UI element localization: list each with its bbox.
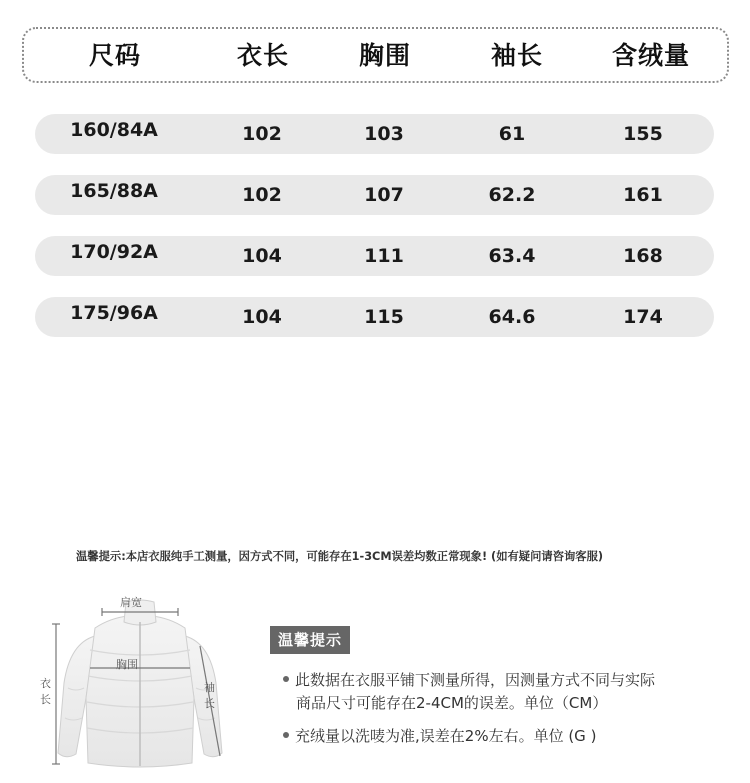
tip-text-continued: 商品尺寸可能存在2-4CM的误差。单位（CM） xyxy=(296,694,608,712)
table-cell-sleeve: 61 xyxy=(498,123,526,145)
header-size: 尺码 xyxy=(88,41,142,70)
table-header xyxy=(22,27,729,83)
length-label: 衣长 xyxy=(40,677,51,706)
jacket-measurement-diagram xyxy=(40,588,240,773)
table-cell-length: 102 xyxy=(242,123,282,145)
table-cell-chest: 115 xyxy=(364,306,404,328)
tip-item-measurement xyxy=(283,669,655,690)
chest-label: 胸围 xyxy=(116,658,138,671)
header-sleeve: 袖长 xyxy=(490,41,544,70)
table-cell-chest: 107 xyxy=(364,184,404,206)
header-down-content: 含绒量 xyxy=(611,41,691,70)
header-chest: 胸围 xyxy=(358,41,412,70)
tips-title-badge: 温馨提示 xyxy=(270,626,350,654)
table-cell-sleeve: 64.6 xyxy=(488,306,536,328)
table-cell-size: 175/96A xyxy=(70,302,158,324)
table-cell-sleeve: 63.4 xyxy=(488,245,536,267)
table-cell-down: 161 xyxy=(623,184,663,206)
table-cell-down: 174 xyxy=(623,306,663,328)
shoulder-width-label: 肩宽 xyxy=(120,596,142,609)
bullet-icon xyxy=(283,676,289,682)
table-row xyxy=(35,297,714,337)
table-cell-length: 104 xyxy=(242,245,282,267)
tip-text: 此数据在衣服平铺下测量所得，因测量方式不同与实际 xyxy=(295,671,656,689)
header-length: 衣长 xyxy=(236,41,290,70)
table-cell-chest: 103 xyxy=(364,123,404,145)
table-cell-size: 170/92A xyxy=(70,241,158,263)
table-cell-length: 102 xyxy=(242,184,282,206)
bullet-icon xyxy=(283,732,289,738)
tip-item-down-fill xyxy=(283,725,596,746)
measurement-notice: 温馨提示:本店衣服纯手工测量，因方式不同，可能存在1-3CM误差均数正常现象! (如有疑问请咨询客服) xyxy=(76,550,604,563)
table-cell-size: 165/88A xyxy=(70,180,158,202)
table-row xyxy=(35,236,714,276)
table-cell-length: 104 xyxy=(242,306,282,328)
table-cell-down: 168 xyxy=(623,245,663,267)
table-cell-down: 155 xyxy=(623,123,663,145)
table-cell-chest: 111 xyxy=(364,245,404,267)
tip-text: 充绒量以洗唛为准,误差在2%左右。单位 (G ) xyxy=(295,727,597,745)
table-cell-sleeve: 62.2 xyxy=(488,184,536,206)
sleeve-label: 袖长 xyxy=(204,681,215,710)
table-row xyxy=(35,175,714,215)
table-row xyxy=(35,114,714,154)
table-cell-size: 160/84A xyxy=(70,119,158,141)
